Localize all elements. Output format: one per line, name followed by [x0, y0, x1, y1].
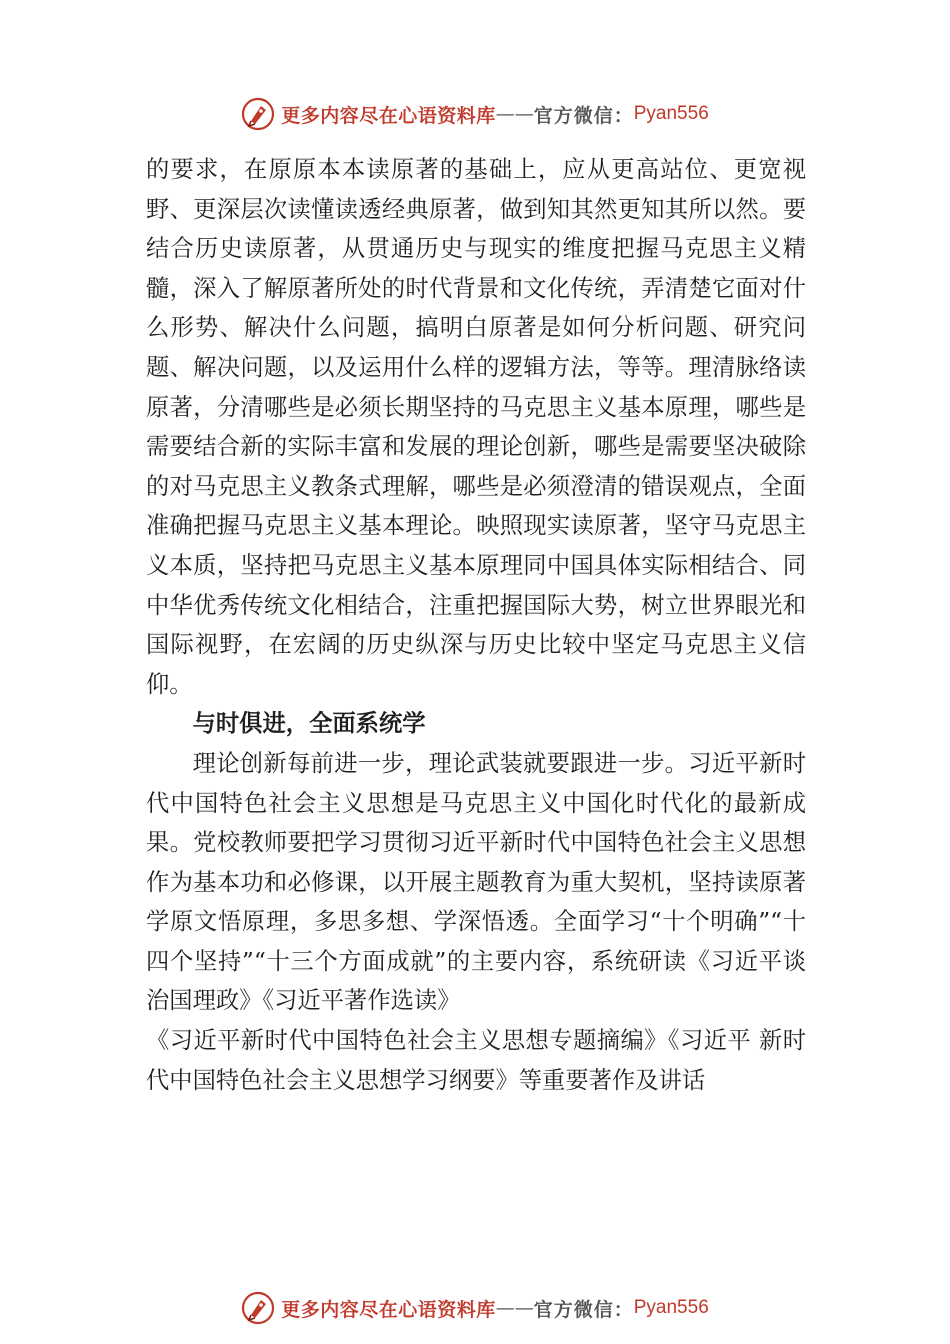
- banner-brand: 更多内容尽在心语资料库: [281, 104, 496, 127]
- banner-wechat-id: Pyan556: [633, 1297, 709, 1318]
- paragraph-2: 理论创新每前进一步，理论武装就要跟进一步。习近平新时代中国特色社会主义思想是马克思主义中国化时代化的最新成果。党校教师要把学习贯彻习近平新时代中国特色社会主义思想作为基本功和必修课，以开展主题教育为重大契机，坚持读原著学原文悟原理，多思多想、学深悟透。全面学习“十个明确”“十四个坚持”“十三个方面成就”的主要内容，系统研读《习近平谈治国理政》《习近平著作选读》: [146, 749, 806, 1015]
- banner-wechat-label: 官方微信：: [533, 104, 634, 127]
- banner-dash: ——: [495, 103, 534, 125]
- pen-nib-icon: [241, 97, 275, 131]
- paragraph-1: 的要求，在原原本本读原著的基础上，应从更高站位、更宽视野、更深层次读懂读透经典原著，做到知其然更知其所以然。要结合历史读原著，从贯通历史与现实的维度把握马克思主义精髓，深入了解原著所处的时代背景和文化传统，弄清楚它面对什么形势、解决什么问题，搞明白原著是如何分析问题、研究问题、解决问题，以及运用什么样的逻辑方法，等等。理清脉络读原著，分清哪些是必须长期坚持的马克思主义基本原理，哪些是需要结合新的实际丰富和发展的理论创新，哪些是需要坚决破除的对马克思主义教条式理解，哪些是必须澄清的错误观点，全面准确把握马克思主义基本理论。映照现实读原著，坚守马克思主义本质，坚持把马克思主义基本原理同中国具体实际相结合、同中华优秀传统文化相结合，注重把握国际大势，树立世界眼光和国际视野，在宏阔的历史纵深与历史比较中坚定马克思主义信仰。: [146, 156, 806, 698]
- pen-nib-icon: [241, 1291, 275, 1325]
- paragraph-3: 《习近平新时代中国特色社会主义思想专题摘编》《习近平 新时代中国特色社会主义思想学习纲要》等重要著作及讲话: [146, 1027, 806, 1094]
- section-heading: 与时俱进，全面系统学: [192, 710, 426, 738]
- banner-dash: ——: [495, 1297, 534, 1319]
- banner-wechat-label: 官方微信：: [533, 1298, 634, 1321]
- footer-banner: [0, 1288, 950, 1328]
- banner-wechat-id: Pyan556: [633, 103, 709, 124]
- header-banner: [0, 94, 950, 134]
- document-body: [146, 150, 806, 1100]
- banner-brand: 更多内容尽在心语资料库: [281, 1298, 496, 1321]
